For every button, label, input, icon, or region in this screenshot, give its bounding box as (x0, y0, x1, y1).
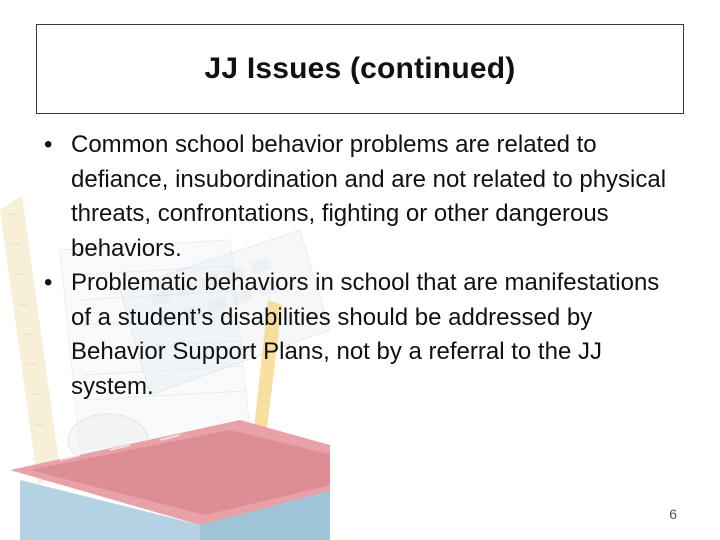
bullet-item (44, 266, 684, 404)
bullet-text: Problematic behaviors in school that are manifestations of a student’s disabilities should be addressed by Behavior Support Plans, not by a referral to the JJ system. (71, 269, 660, 400)
slide-title (205, 52, 516, 86)
bullet-icon: • (44, 131, 53, 158)
slide-title-rest: (continued) (341, 52, 516, 85)
bullet-icon: • (44, 269, 53, 296)
page-number: 6 (669, 506, 677, 522)
slide-title-bold: JJ Issues (204, 52, 342, 85)
title-box (36, 24, 684, 114)
bullet-text: Common school behavior problems are related to defiance, insubordination and are not related to physical threats, confrontations, fighting or other dangerous behaviors. (71, 131, 667, 262)
bullet-item (44, 128, 684, 266)
bullet-list (44, 128, 684, 404)
